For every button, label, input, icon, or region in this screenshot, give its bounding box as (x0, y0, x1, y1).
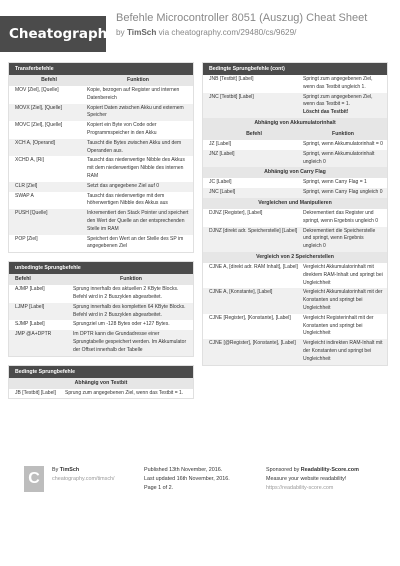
table-body (9, 285, 193, 355)
cell-befehl: JMP @A+DPTR (15, 331, 52, 338)
table-row (9, 303, 193, 321)
cell-funktion (83, 193, 193, 209)
footer-by: By (52, 467, 59, 473)
cell-funktion-note: Löscht das Testbit! (303, 109, 349, 116)
subsection-title-speicherstellen: Vergleich von 2 Speicherstellen (203, 252, 387, 263)
cell-funktion (83, 157, 193, 180)
cell-befehl: CJNE A, [Konstante], [Label] (209, 289, 273, 296)
cell-befehl: JNC [Testbit] [Label] (209, 93, 254, 100)
table-body (203, 178, 387, 198)
sponsored-label: Sponsored by (266, 467, 300, 473)
page-number: Page 1 of 2. (144, 485, 174, 491)
cell-funktion-text: Sprung innerhalb des kompletten 64 KByte Blocks. Befehl wird in 2 Buszyklen abgearbeitet. (73, 303, 186, 318)
cell-befehl: MOVX [Ziel], [Quelle] (15, 104, 62, 111)
cell-funktion (83, 122, 193, 138)
table-row (9, 320, 193, 330)
sponsor-url[interactable]: https://readability-score.com (266, 485, 334, 491)
cell-befehl: POP [Ziel] (15, 235, 38, 242)
table-header (9, 274, 193, 285)
cell-befehl: JC [Label] (209, 179, 232, 186)
cell-befehl: MOV [Ziel], [Quelle] (15, 87, 59, 93)
footer-publish-info (144, 466, 230, 493)
table-row (9, 104, 193, 122)
section-transferbefehle (8, 62, 194, 253)
section-title: unbedingte Sprungbefehle (9, 262, 193, 274)
table-body (203, 75, 387, 118)
page-title: Befehle Microcontroller 8051 (Auszug) Cheat Sheet (116, 12, 368, 24)
col-header-befehl: Befehl (15, 276, 31, 283)
col-header-funktion: Funktion (127, 77, 149, 83)
table-row (9, 389, 193, 399)
cell-funktion (83, 87, 193, 103)
cell-befehl: XCH A, [Operand] (15, 139, 56, 146)
table-body (9, 86, 193, 252)
cell-funktion-text: Sprungziel um -128 Bytes oder +127 Bytes. (73, 321, 170, 328)
table-row (9, 330, 193, 355)
cell-befehl: DJNZ [direkt adr. Speicherstelle] [Label] (209, 227, 298, 234)
table-row (203, 93, 387, 118)
cell-funktion-text: Dekrementiert das Register und springt, wenn Ergebnis ungleich 0 (303, 209, 379, 224)
table-row (9, 156, 193, 181)
sponsor-name[interactable]: Readability-Score.com (300, 467, 359, 473)
table-row (9, 86, 193, 104)
cell-funktion (299, 151, 387, 167)
footer-author-name[interactable]: TimSch (59, 467, 80, 473)
cell-funktion (83, 210, 193, 233)
subsection-title: Abhängig von Testbit (9, 378, 193, 389)
cell-funktion-text: Springt zum angegebenen Ziel, wenn das Testbit = 1. (303, 93, 373, 108)
table-header (203, 129, 387, 140)
cell-funktion (299, 228, 387, 251)
table-row (203, 314, 387, 339)
col-header-befehl: Befehl (246, 130, 262, 137)
footer-author-url[interactable]: cheatography.com/timsch/ (52, 476, 115, 482)
cell-funktion-text: Tauscht die Bytes zwischen Akku und dem Operanden aus. (87, 139, 182, 154)
right-column (202, 62, 388, 374)
cell-befehl: MOVC [Ziel], [Quelle] (15, 122, 63, 129)
table-row (203, 339, 387, 364)
cell-funktion (83, 140, 193, 156)
table-row (9, 209, 193, 234)
section-title: Transferbefehle (9, 63, 193, 75)
col-header-befehl: Befehl (41, 77, 57, 83)
table-row (203, 227, 387, 252)
cell-befehl: XCHD A, [Ri] (15, 157, 44, 164)
page-header (0, 0, 400, 64)
cell-befehl: CJNE [Register], [Konstante], [Label] (209, 314, 291, 321)
cell-befehl: AJMP [Label] (15, 286, 45, 293)
table-row (9, 139, 193, 157)
table-body (9, 389, 193, 399)
cell-funktion-text: Setzt das angegebene Ziel auf 0 (87, 182, 159, 189)
cell-funktion (61, 390, 193, 398)
cell-funktion (83, 236, 193, 252)
cell-funktion (299, 76, 387, 92)
cell-funktion (299, 264, 387, 287)
table-body (203, 209, 387, 252)
cell-befehl: LJMP [Label] (15, 303, 45, 310)
cell-funktion (299, 179, 387, 187)
table-row (9, 285, 193, 303)
cell-funktion (299, 289, 387, 312)
cell-funktion (83, 105, 193, 121)
page-footer (0, 456, 400, 566)
cell-funktion-text: Springt zum angegebenen Ziel, wenn das Testbit ungleich 1. (303, 76, 373, 90)
subsection-title-akku: Abhängig von Akkumulatorinhalt (203, 118, 387, 129)
byline-url[interactable]: via cheatography.com/29480/cs/9629/ (158, 28, 297, 37)
table-body (203, 263, 387, 365)
cell-befehl: DJNZ [Register], [Label] (209, 209, 263, 216)
subsection-title-carry: Abhängig von Carry Flag (203, 167, 387, 178)
cell-befehl: PUSH [Quelle] (15, 210, 48, 217)
table-row (203, 188, 387, 198)
cell-funktion (69, 331, 193, 354)
table-row (203, 263, 387, 288)
table-row (203, 150, 387, 168)
cell-funktion (69, 304, 193, 320)
cell-funktion-text: Sprung zum angegebenen Ziel, wenn das Testbit = 1. (65, 389, 184, 396)
table-row (203, 140, 387, 150)
col-header-funktion: Funktion (332, 130, 354, 137)
table-body (203, 140, 387, 167)
cell-funktion (69, 321, 193, 329)
table-row (203, 75, 387, 93)
byline-author[interactable]: TimSch (126, 28, 157, 37)
cell-funktion-text: Vergleicht indirekten RAM-Inhalt mit der Konstanten und springt bei Ungleichheit (303, 340, 383, 362)
cell-funktion-text: Speichert den Wert an der Stelle des SP im angegebenen Ziel (87, 235, 184, 250)
cell-befehl: JNZ [Label] (209, 150, 235, 157)
cell-funktion (69, 286, 193, 302)
cell-befehl: JNC [Label] (209, 189, 236, 196)
table-header (9, 75, 193, 86)
left-column (8, 62, 194, 407)
table-row (203, 178, 387, 188)
cell-funktion-text: Tauscht das niederwertige Nibble des Akkus mit dem niederwertigen Nibble des internen RAM (87, 157, 185, 179)
cell-funktion (299, 340, 387, 363)
cell-funktion-text: Tauscht das niederwertige mit dem höherwertigen Nibble des Akkus aus (87, 192, 168, 207)
section-title: Bedingte Sprungbefehle (cont) (203, 63, 387, 75)
cell-funktion-text: Kopiert Daten zwischen Akku und externem Speicher (87, 104, 184, 119)
cell-funktion-text: Springt, wenn Akkumulatorinhalt = 0 (303, 140, 383, 147)
cell-funktion-text: Springt, wenn Carry Flag = 1 (303, 179, 367, 186)
section-title: Bedingte Sprungbefehle (9, 366, 193, 378)
cell-funktion (299, 315, 387, 338)
col-header-funktion: Funktion (120, 276, 142, 283)
cell-funktion-text: Springt, wenn Carry Flag ungleich 0 (303, 189, 383, 196)
table-row (203, 288, 387, 313)
cell-funktion (299, 94, 387, 117)
table-row (203, 209, 387, 227)
table-row (9, 182, 193, 192)
cheatography-logo[interactable]: Cheatography (0, 16, 106, 52)
cell-befehl: CJNE [@Register], [Konstante], [Label] (209, 340, 296, 347)
table-row (9, 192, 193, 210)
cell-befehl: JNB [Testbit] [Label] (209, 76, 254, 82)
cell-funktion-text: Vergleicht Akkumulatorinhalt mit der Konstanten und springt bei Ungleichheit (303, 289, 383, 311)
cell-befehl: CJNE A, [direkt adr. RAM Inhalt], [Label] (209, 263, 298, 270)
updated-date: Last updated 16th November, 2016. (144, 476, 230, 482)
cell-befehl: SWAP A (15, 192, 34, 199)
table-row (9, 235, 193, 253)
byline (116, 28, 296, 37)
published-date: Published 13th November, 2016. (144, 467, 223, 473)
cell-befehl: CLR [Ziel] (15, 182, 38, 189)
cell-funktion-text: Dekrementiert die Speicherstelle und springt, wenn Ergebnis ungleich 0 (303, 227, 376, 250)
table-row (9, 121, 193, 139)
cell-funktion-text: Im DPTR kann die Grundadresse einer Sprungtabelle gespeichert werden. Im Akkumulator der Offset innerhalb der Tabelle (73, 331, 187, 353)
cell-funktion-text: Vergleicht Akkumulatorinhalt mit direktem RAM-Inhalt und springt bei Ungleichheit (303, 263, 383, 286)
cell-funktion (83, 183, 193, 191)
section-bedingte-sprungbefehle (8, 365, 194, 400)
cell-funktion-text: Sprung innerhalb des aktuellen 2 KByte Blocks. Befehl wird in 2 Buszyklen abgearbeitet. (73, 286, 179, 300)
byline-by: by (116, 28, 125, 37)
cell-funktion-text: Kopiert ein Byte von Code oder Programmspeicher in den Akku (87, 122, 157, 136)
cell-befehl: SJMP [Label] (15, 321, 45, 328)
cell-funktion (299, 189, 387, 197)
cell-befehl: JB [Testbit] [Label] (15, 389, 56, 396)
cell-funktion (299, 210, 387, 226)
footer-author (52, 466, 115, 484)
cell-funktion (299, 141, 387, 149)
section-unbedingte-sprungbefehle (8, 261, 194, 356)
subsection-title-vergleichen: Vergleichen und Manipulieren (203, 198, 387, 209)
footer-sponsor (266, 466, 359, 493)
cell-funktion-text: Inkrementiert den Stack Pointer und speichert den Wert der Quelle an der entsprechenden Stelle im RAM (87, 210, 189, 232)
cell-funktion-text: Springt, wenn Akkumulatorinhalt ungleich 0 (303, 150, 375, 165)
sponsor-text: Measure your website readability! (266, 476, 347, 482)
cell-funktion-text: Vergleicht Registerinhalt mit der Konstanten und springt bei Ungleichheit (303, 314, 374, 337)
cell-befehl: JZ [Label] (209, 140, 231, 147)
cell-funktion-text: Kopie, bezogen auf Register und internen Datenbereich (87, 87, 180, 101)
author-avatar-icon: C (24, 466, 44, 492)
section-bedingte-sprungbefehle-cont (202, 62, 388, 366)
